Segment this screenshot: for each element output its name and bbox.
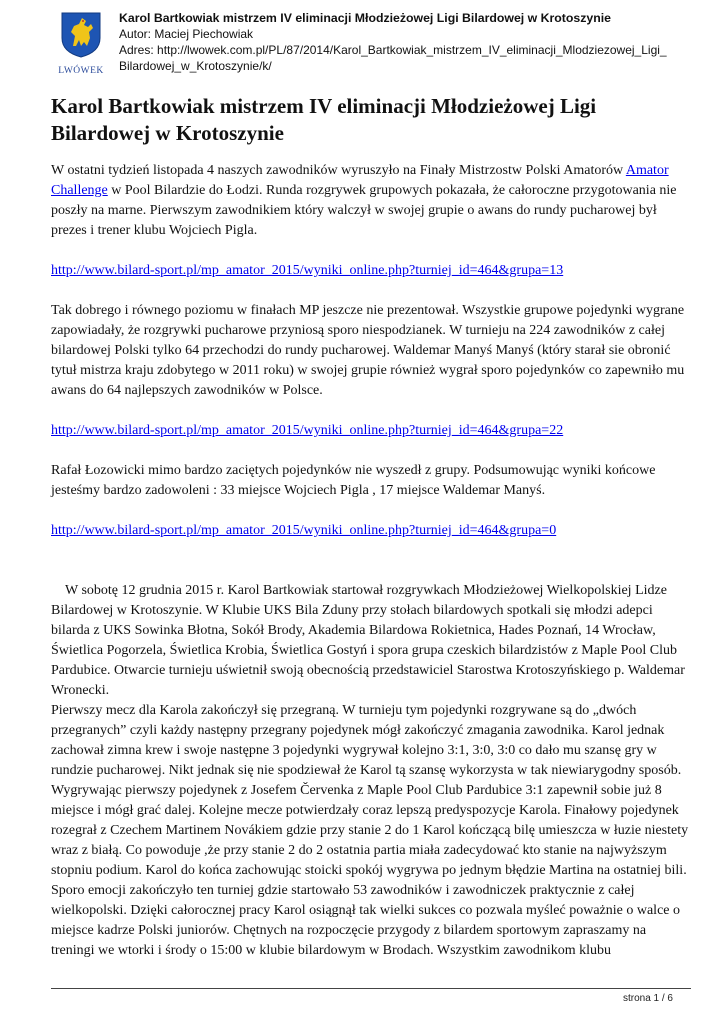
- lwowek-logo: [55, 10, 107, 82]
- article-title: Karol Bartkowiak mistrzem IV eliminacji Młodzieżowej Ligi Bilardowej w Krotoszynie: [51, 94, 597, 145]
- paragraph-1-text-b: w Pool Bilardzie do Łodzi. Runda rozgrywek grupowych pokazała, że całoroczne przygotowania nie poszły na marne. Pierwszym zawodnikiem który walczył w swojej grupie o awans do rundy pucharowej był prezes i trener klubu Wojciech Pigla.: [51, 183, 677, 238]
- paragraph-3: Rafał Łozowicki mimo bardzo zaciętych pojedynków nie wyszedł z grupy. Podsumowując wyniki końcowe jesteśmy bardzo zadowoleni : 33 miejsce Wojciech Pigla , 17 miejsce Waldemar Manyś.: [51, 463, 656, 498]
- page-header: [55, 10, 695, 82]
- header-address-line2: Bilardowej_w_Krotoszynie/k/: [119, 59, 272, 73]
- footer-divider: [51, 988, 691, 989]
- paragraph-1-text-a: W ostatni tydzień listopada 4 naszych zawodników wyruszyło na Finały Mistrzostw Polski Amatorów: [51, 163, 626, 178]
- coat-of-arms-icon: [61, 12, 101, 58]
- header-title: Karol Bartkowiak mistrzem IV eliminacji Młodzieżowej Ligi Bilardowej w Krotoszynie: [119, 11, 611, 25]
- header-author: Autor: Maciej Piechowiak: [119, 27, 254, 41]
- paragraph-1: [51, 161, 691, 241]
- results-link-group-0[interactable]: http://www.bilard-sport.pl/mp_amator_2015/wyniki_online.php?turniej_id=464&grupa=0: [51, 523, 557, 538]
- results-link-group-13[interactable]: http://www.bilard-sport.pl/mp_amator_2015/wyniki_online.php?turniej_id=464&grupa=13: [51, 263, 564, 278]
- paragraph-5: Pierwszy mecz dla Karola zakończył się przegraną. W turnieju tym pojedynki rozgrywane są do „dwóch przegranych” czyli każdy następny przegrany pojedynek mógł zakończyć zmagania zawodnika. Karol jednak zachował zimna krew i swoje następne 3 pojedynki wygrywał kolejno 3:1, 3:0, 3:0 co dało mu szansę gry w rundzie pucharowej. Nikt jednak się nie spodziewał że Karol tą szansę wykorzysta w tak niewiarygodny sposób. Wygrywając pierwszy pojedynek z Josefem Červenka z Maple Pool Club Pardubice 3:1 zapewnił sobie już 8 miejsce i mógł grać dalej. Kolejne mecze potwierdzały coraz lepszą predyspozycje Karola. Finałowy pojedynek rozegrał z Czechem Martinem Novákiem gdzie przy stanie 2 do 1 Karol kończącą bilę umieszcza w łuzie niestety wraz z białą. Co powoduje ,że przy stanie 2 do 2 ostatnia partia miała zadecydować kto stanie na najwyższym stopniu podium. Karol do końca zachowując stoicki spokój wygrywa po jednym błędzie Martina na ostatniej bili. Sporo emocji zakończyło ten turniej gdzie startowało 53 zawodników i zawodniczek praktycznie z całej wielkopolski. Dzięki całorocznej pracy Karol osiągnął tak wielki sukces co pozwala myśleć poważnie o walce o miejsce kadrze Polski juniorów. Chętnych na rozpoczęcie przygody z bilardem sportowym zapraszamy na treningi we wtorki i środy o 15:00 w klubie bilardowym w Brodach. Wszystkim zawodnikom klubu: [51, 703, 689, 958]
- header-address-line1: Adres: http://lwowek.com.pl/PL/87/2014/Karol_Bartkowiak_mistrzem_IV_eliminacji_Mlodziezowej_Ligi_: [119, 43, 667, 57]
- article-body: [51, 161, 691, 961]
- paragraph-2: Tak dobrego i równego poziomu w finałach MP jeszcze nie prezentował. Wszystkie grupowe pojedynki wygrane zapowiadały, że rozgrywki pucharowe przyniosą sporo niespodzianek. W turnieju na 224 zawodników z całej bilardowej Polski tylko 64 przechodzi do rundy pucharowej. Waldemar Manyś Manyś (który starał sie obronić tytuł mistrza kraju zdobytego w 2011 roku) w swojej grupie również wygrał sporo pojedynków co zapewniło mu awans do 64 najlepszych zawodników w Polsce.: [51, 303, 685, 398]
- amator-challenge-link[interactable]: Amator Challenge: [51, 163, 669, 198]
- header-info: [119, 10, 699, 74]
- results-link-group-22[interactable]: http://www.bilard-sport.pl/mp_amator_2015/wyniki_online.php?turniej_id=464&grupa=22: [51, 423, 564, 438]
- link-paragraph-1: [51, 261, 691, 281]
- link-paragraph-3: [51, 521, 691, 541]
- paragraph-4: W sobotę 12 grudnia 2015 r. Karol Bartkowiak startował rozgrywkach Młodzieżowej Wielkopolskiej Lidze Bilardowej w Krotoszynie. W Klubie UKS Bila Zduny przy stołach bilardowych spotkali się młodzi adepci bilarda z UKS Sowinka Błotna, Sokół Brody, Akademia Bilardowa Rokietnica, Hades Poznań, 14 Wrocław, Świetlica Pogorzela, Świetlica Krobia, Świetlica Gostyń i spora grupa czeskich bilardzistów z Maple Pool Club Pardubice. Otwarcie turnieju uświetnił swoją obecnością przedstawiciel Starostwa Krotoszyńskiego p. Waldemar Wronecki.: [51, 583, 689, 698]
- link-paragraph-2: [51, 421, 691, 441]
- logo-wordmark: LWÓWEK: [58, 66, 104, 76]
- page-number: strona 1 / 6: [622, 993, 673, 1004]
